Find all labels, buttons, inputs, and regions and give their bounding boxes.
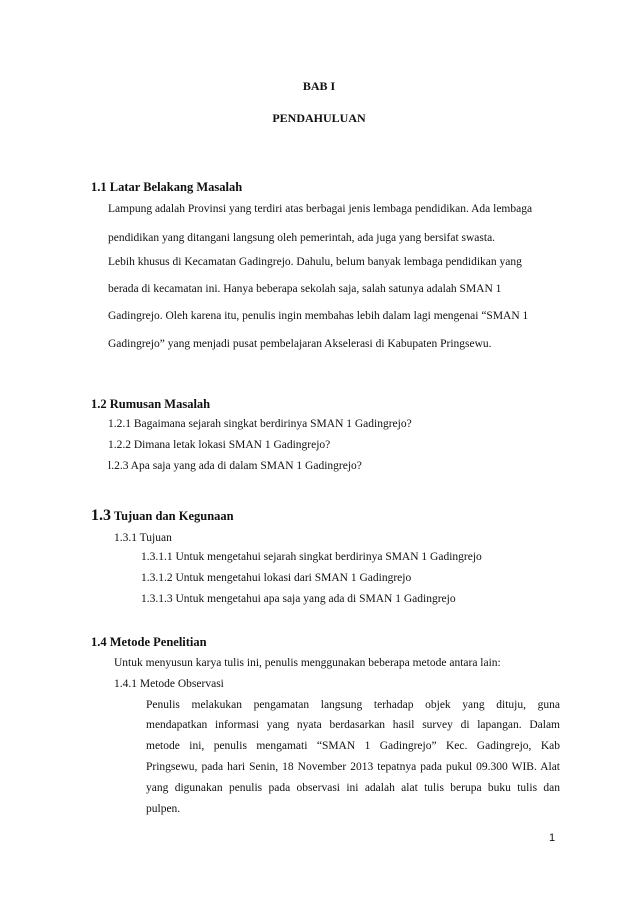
paragraph-line: Lampung adalah Provinsi yang terdiri atas berbagai jenis lembaga pendidikan. Ada lembaga (108, 203, 533, 215)
section-1-3-number: 1.3 (91, 507, 111, 524)
paragraph-line: berada di kecamatan ini. Hanya beberapa sekolah saja, salah satunya adalah SMAN 1 (108, 283, 502, 295)
section-1-4-heading: 1.4 Metode Penelitian (91, 635, 207, 649)
list-item: 1.3.1.2 Untuk mengetahui lokasi dari SMAN 1 Gadingrejo (141, 572, 412, 584)
list-item: 1.3.1.3 Untuk mengetahui apa saja yang ada di SMAN 1 Gadingrejo (141, 593, 456, 605)
paragraph-line: pendidikan yang ditangani langsung oleh pemerintah, ada juga yang bersifat swasta. (108, 232, 496, 244)
subsection-1-3-1: 1.3.1 Tujuan (114, 532, 172, 544)
section-1-3-heading (91, 507, 234, 525)
section-1-1-heading: 1.1 Latar Belakang Masalah (91, 180, 243, 194)
paragraph-line: Gadingrejo” yang menjadi pusat pembelajaran Akselerasi di Kabupaten Pringsewu. (108, 338, 492, 350)
paragraph-line: yang digunakan penulis pada observasi ini adalah alat tulis berupa buku tulis dan (146, 782, 560, 794)
paragraph-line: Gadingrejo. Oleh karena itu, penulis ingin membahas lebih dalam lagi mengenai “SMAN 1 (108, 310, 529, 322)
paragraph-line: pulpen. (146, 803, 181, 815)
chapter-title: PENDAHULUAN (272, 111, 366, 125)
section-1-3-title: Tujuan dan Kegunaan (111, 509, 234, 523)
list-item: 1.2.2 Dimana letak lokasi SMAN 1 Gadingrejo? (108, 439, 331, 451)
paragraph-line: mendapatkan informasi yang nyata berdasarkan hasil survey di lapangan. Dalam (146, 719, 560, 731)
page-number: 1 (549, 832, 556, 844)
subsection-1-4-1: 1.4.1 Metode Observasi (114, 678, 224, 690)
section-1-4-intro: Untuk menyusun karya tulis ini, penulis menggunakan beberapa metode antara lain: (114, 657, 501, 669)
list-item: 1.2.1 Bagaimana sejarah singkat berdirinya SMAN 1 Gadingrejo? (108, 418, 412, 430)
section-1-2-heading: 1.2 Rumusan Masalah (91, 397, 211, 411)
chapter-label: BAB I (302, 79, 336, 93)
list-item: l.2.3 Apa saja yang ada di dalam SMAN 1 Gadingrejo? (108, 460, 362, 472)
paragraph-line: Penulis melakukan pengamatan langsung terhadap objek yang dituju, guna (146, 699, 560, 711)
paragraph-line: Pringsewu, pada hari Senin, 18 November 2013 tepatnya pada pukul 09.300 WIB. Alat (146, 761, 560, 773)
paragraph-line: Lebih khusus di Kecamatan Gadingrejo. Dahulu, belum banyak lembaga pendidikan yang (108, 256, 522, 268)
list-item: 1.3.1.1 Untuk mengetahui sejarah singkat berdirinya SMAN 1 Gadingrejo (141, 551, 482, 563)
paragraph-line: metode ini, penulis mengamati “SMAN 1 Gadingrejo” Kec. Gadingrejo, Kab (146, 740, 560, 752)
